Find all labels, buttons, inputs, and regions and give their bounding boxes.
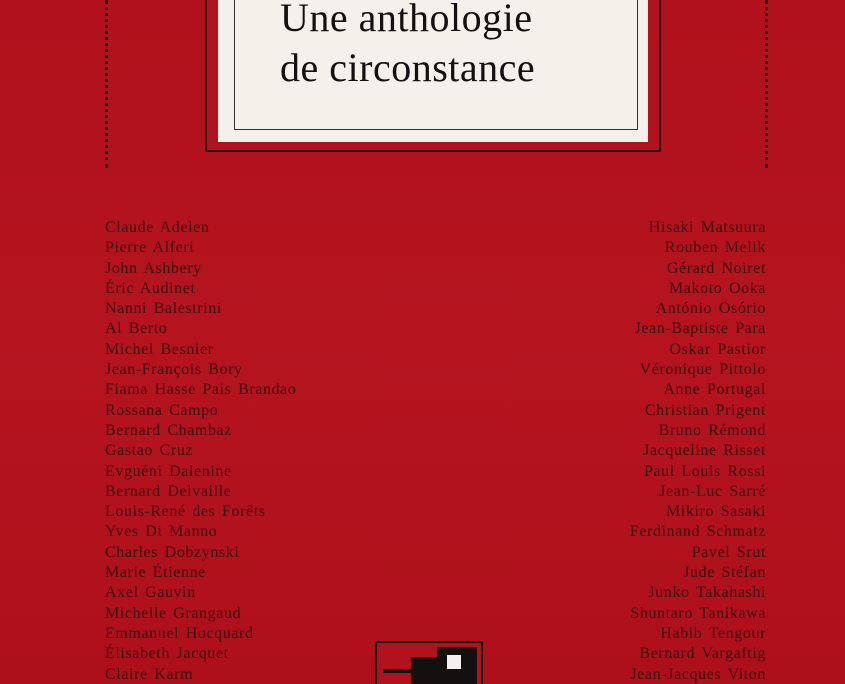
- author-name: John Ashbery: [105, 259, 202, 277]
- author-name: Élisabeth Jacquet: [105, 645, 229, 663]
- author-name: Makoto Ooka: [668, 279, 766, 297]
- author-name: Mikiro Sasaki: [665, 503, 766, 521]
- title-box: [218, 0, 648, 142]
- author-name: Junko Takahashi: [648, 584, 766, 602]
- author-name: Nanni Balestrini: [105, 300, 222, 318]
- author-name: Yves Di Manno: [105, 523, 218, 541]
- author-name: Louis-René des Forêts: [105, 503, 266, 521]
- author-name: Habib Tengour: [660, 624, 766, 642]
- title-line-2: de circonstance: [280, 45, 536, 90]
- author-name: Michelle Grangaud: [105, 604, 242, 622]
- authors-left-column: [105, 218, 296, 684]
- author-name: Claire Karm: [105, 665, 194, 683]
- author-name: Jude Stéfan: [683, 564, 766, 582]
- title-line-1: Une anthologie: [280, 0, 533, 40]
- author-name: Michel Besnier: [105, 340, 214, 358]
- author-name: Hisaki Matsuura: [648, 219, 766, 236]
- author-name: António Osório: [655, 300, 766, 318]
- author-name: Éric Audinet: [105, 279, 196, 297]
- author-name: Claude Adelen: [105, 219, 210, 236]
- author-name: Jean-Baptiste Para: [634, 320, 766, 338]
- author-name: Oskar Pastior: [669, 340, 766, 358]
- author-name: Jacqueline Risset: [643, 442, 766, 460]
- author-name: Pierre Alferi: [105, 239, 195, 257]
- logo-block-shape: [411, 657, 439, 684]
- author-name: Gérard Noiret: [666, 259, 766, 277]
- author-name: Charles Dobzynski: [105, 543, 240, 561]
- author-name: Rouben Melik: [664, 239, 766, 257]
- author-name: Paul Louis Rossi: [643, 462, 766, 480]
- author-name: Pavel Srut: [691, 543, 766, 561]
- author-name: Véronique Pittolo: [639, 361, 766, 379]
- author-name: Jean-Jacques Viton: [630, 665, 766, 683]
- right-dotted-rule: [765, 0, 768, 168]
- author-name: Evguéni Dalenine: [105, 462, 232, 480]
- left-dotted-rule: [105, 0, 108, 168]
- author-name: Gastao Cruz: [105, 442, 194, 460]
- author-name: Emmanuel Hocquard: [105, 624, 254, 642]
- author-name: Al Berto: [105, 320, 168, 338]
- author-name: Rossana Campo: [105, 401, 219, 419]
- author-name: Bernard Vargaftig: [639, 645, 766, 663]
- author-name: Shuntaro Tanikawa: [630, 604, 766, 622]
- author-name: Jean-François Bory: [105, 361, 243, 379]
- author-name: Marie Étienne: [105, 564, 206, 582]
- logo-window-shape: [447, 655, 461, 669]
- author-name: Bernard Chambaz: [105, 421, 232, 439]
- author-name: Fiama Hasse Pais Brandao: [105, 381, 297, 399]
- author-name: Jean-Luc Sarré: [659, 482, 766, 500]
- author-name: Bernard Delvaille: [105, 482, 232, 500]
- author-name: Axel Gauvin: [105, 584, 196, 602]
- authors-right-column: [630, 218, 766, 684]
- logo-bar-shape: [383, 669, 413, 673]
- author-name: Christian Prigent: [644, 401, 766, 419]
- author-name: Anne Portugal: [663, 381, 766, 399]
- author-name: Bruno Rémond: [658, 421, 766, 439]
- author-name: Ferdinand Schmatz: [629, 523, 766, 541]
- publisher-logo: [375, 641, 483, 684]
